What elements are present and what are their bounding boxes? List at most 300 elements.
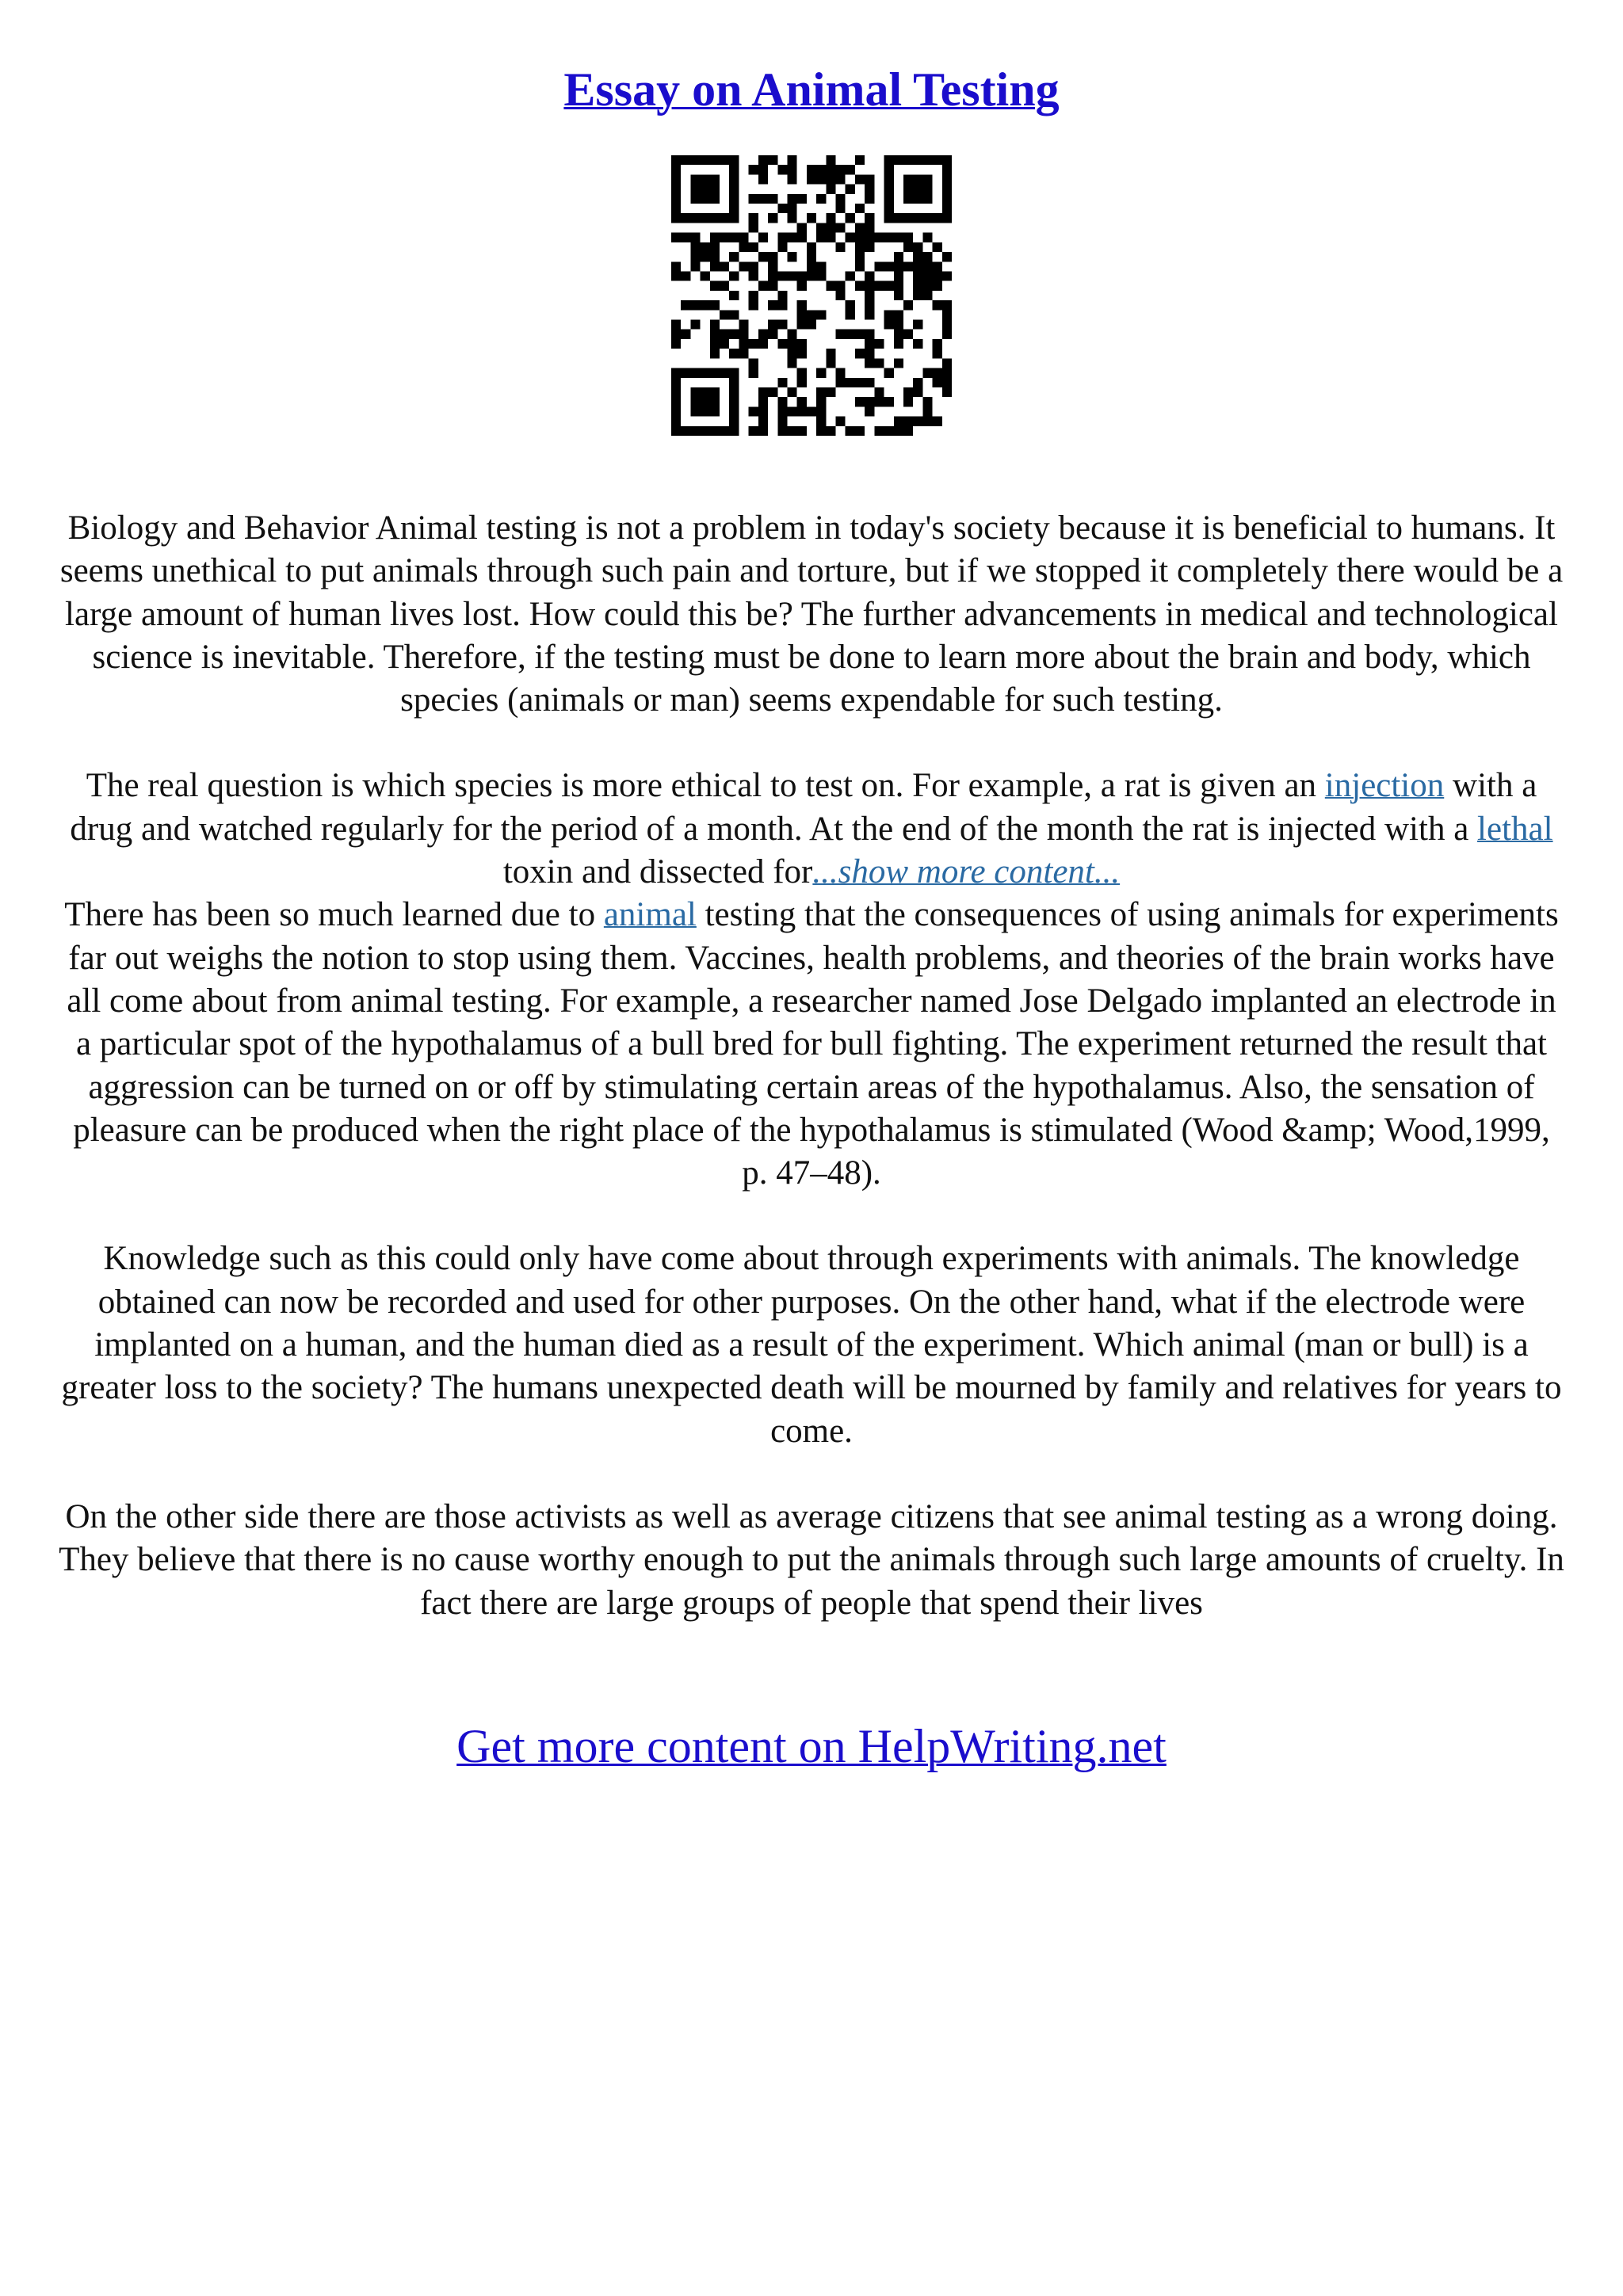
qr-module bbox=[884, 155, 894, 165]
qr-module bbox=[874, 281, 884, 291]
qr-module bbox=[826, 349, 835, 358]
qr-module bbox=[942, 213, 952, 223]
qr-module bbox=[894, 426, 903, 436]
qr-module bbox=[913, 194, 922, 204]
qr-module bbox=[836, 165, 846, 174]
qr-module bbox=[797, 233, 807, 242]
qr-module bbox=[710, 155, 720, 165]
qr-module bbox=[768, 194, 777, 204]
qr-module bbox=[690, 387, 700, 397]
page-title bbox=[0, 54, 1623, 125]
qr-module bbox=[942, 358, 952, 368]
qr-module bbox=[922, 194, 932, 204]
qr-module bbox=[942, 165, 952, 174]
qr-module bbox=[884, 165, 894, 174]
qr-module bbox=[874, 261, 884, 271]
qr-module bbox=[865, 291, 874, 300]
qr-module bbox=[903, 417, 913, 426]
qr-module bbox=[913, 185, 922, 194]
qr-module bbox=[942, 368, 952, 378]
qr-module bbox=[787, 174, 796, 184]
qr-module bbox=[894, 261, 903, 271]
qr-module bbox=[690, 233, 700, 242]
qr-module bbox=[933, 378, 942, 387]
qr-module bbox=[913, 387, 922, 397]
qr-module bbox=[671, 417, 681, 426]
qr-module bbox=[894, 310, 903, 319]
qr-module bbox=[807, 271, 816, 280]
qr-module bbox=[903, 426, 913, 436]
qr-module bbox=[710, 233, 720, 242]
qr-module bbox=[933, 242, 942, 252]
qr-module bbox=[690, 261, 700, 271]
qr-module bbox=[884, 320, 894, 330]
qr-module bbox=[865, 271, 874, 280]
qr-module bbox=[807, 165, 816, 174]
qr-module bbox=[894, 252, 903, 261]
qr-module bbox=[884, 174, 894, 184]
qr-module bbox=[836, 378, 846, 387]
qr-module bbox=[933, 271, 942, 280]
qr-module bbox=[865, 213, 874, 223]
qr-module bbox=[807, 310, 816, 319]
qr-module bbox=[816, 397, 826, 406]
qr-module bbox=[846, 300, 855, 310]
qr-module bbox=[758, 174, 768, 184]
qr-module bbox=[865, 339, 874, 349]
qr-module bbox=[787, 165, 796, 174]
qr-module bbox=[894, 213, 903, 223]
qr-module bbox=[884, 204, 894, 213]
qr-module bbox=[690, 368, 700, 378]
qr-module bbox=[671, 387, 681, 397]
qr-module bbox=[797, 426, 807, 436]
qr-module bbox=[787, 233, 796, 242]
qr-module bbox=[855, 281, 865, 291]
qr-module bbox=[913, 320, 922, 330]
qr-module bbox=[671, 213, 681, 223]
title-link[interactable]: Essay on Animal Testing bbox=[563, 63, 1060, 116]
qr-module bbox=[749, 223, 758, 232]
qr-module bbox=[933, 213, 942, 223]
paragraph-3-text-b: testing that the consequences of using animals for experiments far out weighs the notion to stop using them. Vaccines, health problems, and theories of the brain works have all come about from animal testing. For example, a researcher named Jose Delgado implanted an electrode in a particular spot of the hypothalamus of a bull bred for bull fighting. The experiment returned the result that aggression can be turned on or off by stimulating certain areas of the hypothalamus. Also, the sensation of pleasure can be produced when the right place of the hypothalamus is stimulated (Wood &amp; Wood,1999, p. 47–48). bbox=[67, 896, 1559, 1192]
qr-module bbox=[865, 358, 874, 368]
qr-module bbox=[681, 368, 690, 378]
qr-module bbox=[865, 330, 874, 339]
qr-module bbox=[690, 213, 700, 223]
qr-module bbox=[729, 397, 739, 406]
qr-module bbox=[836, 368, 846, 378]
qr-module bbox=[671, 261, 681, 271]
qr-module bbox=[903, 387, 913, 397]
injection-link[interactable]: injection bbox=[1324, 767, 1445, 805]
qr-module bbox=[894, 339, 903, 349]
qr-module bbox=[729, 387, 739, 397]
qr-module bbox=[922, 252, 932, 261]
qr-module bbox=[884, 213, 894, 223]
qr-module bbox=[865, 174, 874, 184]
qr-module bbox=[720, 368, 729, 378]
qr-module bbox=[729, 330, 739, 339]
qr-module bbox=[884, 310, 894, 319]
qr-module bbox=[710, 194, 720, 204]
qr-module bbox=[758, 194, 768, 204]
qr-code bbox=[671, 155, 952, 436]
qr-module bbox=[720, 155, 729, 165]
qr-module bbox=[777, 417, 787, 426]
qr-module bbox=[729, 194, 739, 204]
qr-module bbox=[797, 281, 807, 291]
qr-module bbox=[758, 417, 768, 426]
qr-module bbox=[671, 368, 681, 378]
qr-module bbox=[758, 252, 768, 261]
qr-module bbox=[777, 204, 787, 213]
qr-module bbox=[768, 387, 777, 397]
qr-module bbox=[922, 281, 932, 291]
qr-module bbox=[855, 330, 865, 339]
qr-module bbox=[855, 349, 865, 358]
qr-module bbox=[874, 358, 884, 368]
qr-module bbox=[710, 174, 720, 184]
qr-module bbox=[933, 339, 942, 349]
qr-module bbox=[749, 194, 758, 204]
qr-module bbox=[768, 320, 777, 330]
qr-module bbox=[787, 252, 796, 261]
qr-module bbox=[922, 213, 932, 223]
qr-module bbox=[942, 252, 952, 261]
qr-module bbox=[913, 213, 922, 223]
qr-module bbox=[816, 426, 826, 436]
helpwriting-link[interactable]: Get more content on HelpWriting.net bbox=[456, 1720, 1167, 1772]
qr-module bbox=[749, 271, 758, 280]
paragraph-3-text-a: There has been so much learned due to bbox=[64, 896, 604, 934]
show-more-link[interactable]: ...show more content... bbox=[812, 853, 1121, 891]
qr-module bbox=[846, 233, 855, 242]
qr-module bbox=[846, 310, 855, 319]
qr-module bbox=[865, 310, 874, 319]
qr-module bbox=[787, 349, 796, 358]
qr-module bbox=[922, 397, 932, 406]
qr-module bbox=[710, 339, 720, 349]
qr-module bbox=[671, 406, 681, 416]
qr-module bbox=[942, 155, 952, 165]
qr-module bbox=[865, 397, 874, 406]
qr-module bbox=[768, 281, 777, 291]
qr-module bbox=[797, 320, 807, 330]
qr-module bbox=[710, 330, 720, 339]
qr-module bbox=[903, 174, 913, 184]
qr-module bbox=[855, 261, 865, 271]
qr-module bbox=[846, 213, 855, 223]
qr-module bbox=[933, 281, 942, 291]
qr-module bbox=[922, 291, 932, 300]
qr-module bbox=[701, 387, 710, 397]
qr-module bbox=[758, 397, 768, 406]
qr-module bbox=[903, 397, 913, 406]
qr-module bbox=[729, 233, 739, 242]
qr-module bbox=[710, 252, 720, 261]
qr-module bbox=[701, 426, 710, 436]
qr-module bbox=[739, 242, 748, 252]
qr-module bbox=[749, 261, 758, 271]
qr-module bbox=[826, 281, 835, 291]
qr-module bbox=[701, 174, 710, 184]
qr-module bbox=[701, 300, 710, 310]
qr-module bbox=[690, 194, 700, 204]
qr-module bbox=[787, 155, 796, 165]
qr-module bbox=[922, 271, 932, 280]
qr-module bbox=[671, 378, 681, 387]
qr-module bbox=[807, 242, 816, 252]
paragraph-2 bbox=[57, 765, 1566, 894]
qr-module bbox=[729, 213, 739, 223]
qr-module bbox=[894, 291, 903, 300]
qr-module bbox=[758, 387, 768, 397]
qr-module bbox=[903, 213, 913, 223]
qr-module bbox=[874, 339, 884, 349]
qr-module bbox=[816, 271, 826, 280]
qr-module bbox=[768, 213, 777, 223]
qr-module bbox=[807, 213, 816, 223]
qr-module bbox=[903, 233, 913, 242]
qr-module bbox=[777, 165, 787, 174]
paragraph-5: On the other side there are those activists as well as average citizens that see animal testing as a wrong doing. They believe that there is no cause worthy enough to put the animals through such large amounts of cruelty. In fact there are large groups of people that spend their lives bbox=[59, 1497, 1564, 1622]
paragraph-4: Knowledge such as this could only have come about through experiments with animals. The knowledge obtained can now be recorded and used for other purposes. On the other hand, what if the electrode were implanted on a human, and the human died as a result of the experiment. Which animal (man or bull) is a greater loss to the society? The humans unexpected death will be mourned by family and relatives for years to come. bbox=[61, 1240, 1562, 1450]
qr-module bbox=[777, 397, 787, 406]
qr-module bbox=[865, 185, 874, 194]
qr-module bbox=[942, 387, 952, 397]
qr-module bbox=[836, 242, 846, 252]
qr-module bbox=[855, 397, 865, 406]
qr-module bbox=[894, 330, 903, 339]
qr-module bbox=[894, 271, 903, 280]
qr-module bbox=[797, 194, 807, 204]
qr-module bbox=[797, 406, 807, 416]
qr-module bbox=[903, 185, 913, 194]
qr-module bbox=[816, 223, 826, 232]
qr-module bbox=[942, 310, 952, 319]
qr-module bbox=[922, 417, 932, 426]
qr-module bbox=[777, 242, 787, 252]
qr-module bbox=[797, 368, 807, 378]
qr-module bbox=[874, 397, 884, 406]
qr-module bbox=[787, 339, 796, 349]
qr-module bbox=[681, 233, 690, 242]
qr-module bbox=[894, 233, 903, 242]
qr-module bbox=[922, 233, 932, 242]
qr-module bbox=[894, 155, 903, 165]
qr-module bbox=[846, 378, 855, 387]
qr-module bbox=[816, 165, 826, 174]
qr-module bbox=[777, 378, 787, 387]
qr-module bbox=[903, 330, 913, 339]
qr-module bbox=[710, 281, 720, 291]
paragraph-3 bbox=[57, 894, 1566, 1195]
qr-module bbox=[884, 397, 894, 406]
qr-module bbox=[826, 213, 835, 223]
qr-module bbox=[758, 233, 768, 242]
qr-module bbox=[807, 320, 816, 330]
qr-module bbox=[913, 261, 922, 271]
qr-module bbox=[855, 204, 865, 213]
qr-module bbox=[846, 271, 855, 280]
qr-module bbox=[768, 330, 777, 339]
qr-module bbox=[777, 291, 787, 300]
qr-module bbox=[729, 252, 739, 261]
qr-module bbox=[777, 300, 787, 310]
qr-module bbox=[749, 426, 758, 436]
qr-module bbox=[913, 174, 922, 184]
qr-module bbox=[729, 155, 739, 165]
qr-module bbox=[749, 358, 758, 368]
qr-module bbox=[671, 330, 681, 339]
qr-module bbox=[690, 252, 700, 261]
qr-module bbox=[690, 320, 700, 330]
qr-module bbox=[690, 397, 700, 406]
qr-module bbox=[903, 155, 913, 165]
qr-module bbox=[768, 300, 777, 310]
qr-module bbox=[739, 320, 748, 330]
qr-module bbox=[884, 281, 894, 291]
qr-module bbox=[826, 185, 835, 194]
qr-module bbox=[826, 358, 835, 368]
qr-module bbox=[710, 261, 720, 271]
qr-module bbox=[855, 155, 865, 165]
paragraph-2-text-a: The real question is which species is more ethical to test on. For example, a rat is given an bbox=[86, 767, 1325, 805]
qr-module bbox=[681, 155, 690, 165]
qr-module bbox=[884, 185, 894, 194]
qr-module bbox=[797, 339, 807, 349]
qr-module bbox=[758, 339, 768, 349]
qr-module bbox=[826, 155, 835, 165]
qr-module bbox=[729, 165, 739, 174]
qr-module bbox=[758, 406, 768, 416]
qr-module bbox=[836, 223, 846, 232]
qr-module bbox=[922, 185, 932, 194]
qr-module bbox=[836, 417, 846, 426]
qr-module bbox=[787, 406, 796, 416]
qr-module bbox=[739, 330, 748, 339]
qr-module bbox=[933, 349, 942, 358]
qr-module bbox=[681, 300, 690, 310]
qr-module bbox=[768, 252, 777, 261]
qr-module bbox=[729, 291, 739, 300]
qr-module bbox=[787, 194, 796, 204]
qr-module bbox=[807, 174, 816, 184]
qr-module bbox=[855, 174, 865, 184]
qr-module bbox=[671, 426, 681, 436]
qr-module bbox=[816, 233, 826, 242]
qr-module bbox=[826, 165, 835, 174]
qr-module bbox=[710, 242, 720, 252]
qr-module bbox=[826, 387, 835, 397]
qr-module bbox=[777, 426, 787, 436]
qr-module bbox=[816, 406, 826, 416]
qr-module bbox=[681, 213, 690, 223]
qr-module bbox=[942, 378, 952, 387]
qr-module bbox=[787, 330, 796, 339]
qr-module bbox=[933, 155, 942, 165]
qr-module bbox=[922, 261, 932, 271]
qr-module bbox=[942, 185, 952, 194]
qr-module bbox=[787, 387, 796, 397]
qr-module bbox=[894, 358, 903, 368]
qr-module bbox=[739, 261, 748, 271]
qr-module bbox=[701, 213, 710, 223]
qr-module bbox=[749, 213, 758, 223]
qr-module bbox=[913, 155, 922, 165]
qr-module bbox=[671, 271, 681, 280]
qr-module bbox=[942, 300, 952, 310]
qr-module bbox=[874, 426, 884, 436]
qr-module bbox=[836, 281, 846, 291]
qr-module bbox=[710, 387, 720, 397]
qr-module bbox=[749, 300, 758, 310]
qr-module bbox=[913, 339, 922, 349]
qr-module bbox=[729, 417, 739, 426]
qr-module bbox=[826, 223, 835, 232]
qr-module bbox=[884, 233, 894, 242]
qr-module bbox=[826, 174, 835, 184]
qr-module bbox=[739, 233, 748, 242]
qr-module bbox=[787, 426, 796, 436]
paragraph-2-text-c: toxin and dissected for bbox=[502, 853, 813, 891]
qr-module bbox=[710, 185, 720, 194]
qr-module bbox=[884, 194, 894, 204]
qr-module bbox=[855, 223, 865, 232]
qr-module bbox=[671, 320, 681, 330]
qr-module bbox=[749, 339, 758, 349]
qr-module bbox=[701, 271, 710, 280]
qr-module bbox=[671, 194, 681, 204]
qr-module bbox=[701, 155, 710, 165]
qr-module bbox=[671, 185, 681, 194]
qr-module bbox=[720, 426, 729, 436]
qr-module bbox=[690, 300, 700, 310]
qr-module bbox=[720, 233, 729, 242]
qr-module bbox=[671, 397, 681, 406]
lethal-link[interactable]: lethal bbox=[1477, 810, 1553, 848]
qr-module bbox=[865, 349, 874, 358]
qr-module bbox=[807, 406, 816, 416]
qr-module bbox=[710, 426, 720, 436]
qr-module bbox=[777, 233, 787, 242]
qr-code-graphic bbox=[671, 155, 952, 436]
qr-module bbox=[797, 223, 807, 232]
qr-module bbox=[729, 426, 739, 436]
animal-link[interactable]: animal bbox=[603, 896, 697, 934]
qr-module bbox=[671, 204, 681, 213]
qr-module bbox=[816, 174, 826, 184]
qr-module bbox=[933, 417, 942, 426]
qr-module bbox=[758, 281, 768, 291]
qr-module bbox=[758, 330, 768, 339]
paragraph-2-text-b: with a drug and watched regularly for the period of a month. At the end of the month the rat is injected with a bbox=[70, 767, 1537, 848]
qr-module bbox=[807, 261, 816, 271]
qr-module bbox=[729, 349, 739, 358]
qr-module bbox=[855, 426, 865, 436]
qr-module bbox=[865, 281, 874, 291]
qr-module bbox=[884, 368, 894, 378]
qr-module bbox=[710, 320, 720, 330]
qr-module bbox=[797, 397, 807, 406]
qr-module bbox=[865, 300, 874, 310]
qr-module bbox=[710, 406, 720, 416]
qr-module bbox=[836, 204, 846, 213]
qr-module bbox=[739, 339, 748, 349]
qr-module bbox=[701, 397, 710, 406]
qr-module bbox=[807, 252, 816, 261]
